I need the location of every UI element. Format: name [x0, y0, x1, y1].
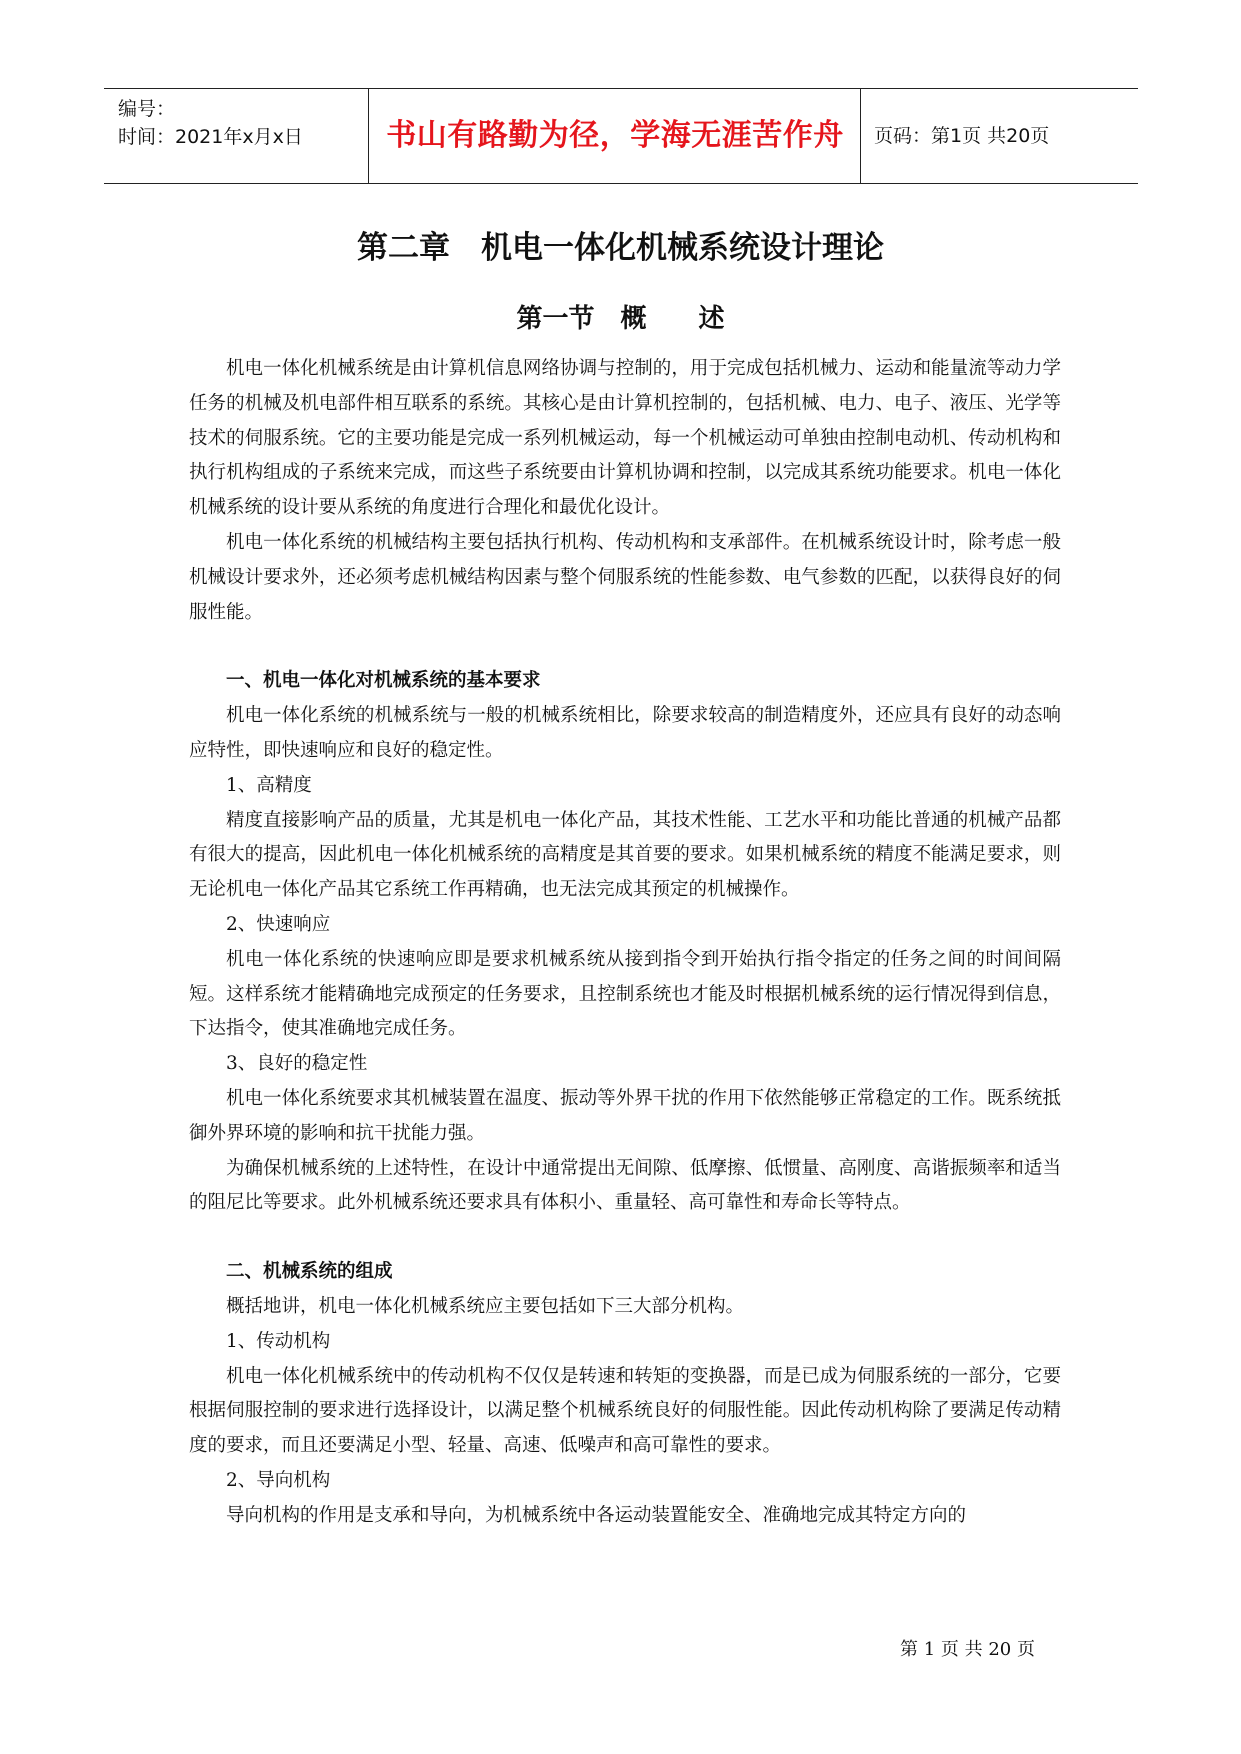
subsection-heading: 一、机电一体化对机械系统的基本要求: [226, 670, 541, 692]
paragraph: 精度直接影响产品的质量，尤其是机电一体化产品，其技术性能、工艺水平和功能比普通的机械产品都有很大的提高，因此机电一体化机械系统的高精度是其首要的要求。如果机械系统的精度不能满足要求，则无论机电一体化产品其它系统工作再精确，也无法完成其预定的机械操作。: [189, 809, 1061, 901]
header-divider-left: [368, 89, 369, 183]
item-heading: 1、高精度: [226, 774, 312, 796]
paragraph: 机电一体化系统的快速响应即是要求机械系统从接到指令到开始执行指令指定的任务之间的时间间隔短。这样系统才能精确地完成预定的任务要求，且控制系统也才能及时根据机械系统的运行情况得到信息，下达指令，使其准确地完成任务。: [189, 948, 1061, 1040]
item-heading: 2、快速响应: [226, 913, 331, 935]
header-page-label: 页码：第1页 共20页: [874, 125, 1050, 147]
header-time-label: 时间：2021年x月x日: [118, 126, 303, 148]
item-heading: 3、良好的稳定性: [226, 1053, 368, 1075]
paragraph: 机电一体化系统的机械系统与一般的机械系统相比，除要求较高的制造精度外，还应具有良好的动态响应特性，即快速响应和良好的稳定性。: [189, 705, 1061, 761]
item-heading: 1、传动机构: [226, 1330, 331, 1352]
paragraph: 为确保机械系统的上述特性，在设计中通常提出无间隙、低摩擦、低惯量、高刚度、高谐振频率和适当的阻尼比等要求。此外机械系统还要求具有体积小、重量轻、高可靠性和寿命长等特点。: [189, 1157, 1061, 1214]
document-body: [189, 352, 1061, 1534]
header-info: [118, 95, 368, 151]
section-title: 第一节 概 述: [516, 304, 725, 334]
paragraph: 机电一体化机械系统是由计算机信息网络协调与控制的，用于完成包括机械力、运动和能量流等动力学任务的机械及机电部件相互联系的系统。其核心是由计算机控制的，包括机械、电力、电子、液压、光学等技术的伺服系统。它的主要功能是完成一系列机械运动，每一个机械运动可单独由控制电动机、传动机构和执行机构组成的子系统来完成，而这些子系统要由计算机协调和控制，以完成其系统功能要求。机电一体化机械系统的设计要从系统的角度进行合理化和最优化设计。: [189, 358, 1061, 519]
paragraph: 机电一体化系统的机械结构主要包括执行机构、传动机构和支承部件。在机械系统设计时，除考虑一般机械设计要求外，还必须考虑机械结构因素与整个伺服系统的性能参数、电气参数的匹配，以获得良好的伺服性能。: [189, 531, 1061, 623]
subsection-heading: 二、机械系统的组成: [226, 1261, 393, 1283]
paragraph: 导向机构的作用是支承和导向，为机械系统中各运动装置能安全、准确地完成其特定方向的: [226, 1504, 967, 1526]
paragraph: 机电一体化系统要求其机械装置在温度、振动等外界干扰的作用下依然能够正常稳定的工作。既系统抵御外界环境的影响和抗干扰能力强。: [189, 1087, 1061, 1144]
chapter-title: 第二章 机电一体化机械系统设计理论: [357, 230, 884, 266]
paragraph: 机电一体化机械系统中的传动机构不仅仅是转速和转矩的变换器，而是已成为伺服系统的一部分，它要根据伺服控制的要求进行选择设计，以满足整个机械系统良好的伺服性能。因此传动机构除了要满足传动精度的要求，而且还要满足小型、轻量、高速、低噪声和高可靠性的要求。: [189, 1365, 1061, 1457]
header-divider-right: [860, 89, 861, 183]
paragraph: 概括地讲，机电一体化机械系统应主要包括如下三大部分机构。: [226, 1295, 745, 1317]
item-heading: 2、导向机构: [226, 1469, 331, 1491]
header-motto: 书山有路勤为径，学海无涯苦作舟: [386, 118, 844, 153]
document-header: [104, 88, 1138, 184]
header-number-label: 编号：: [118, 98, 176, 120]
page-footer: 第 1 页 共 20 页: [900, 1639, 1035, 1660]
